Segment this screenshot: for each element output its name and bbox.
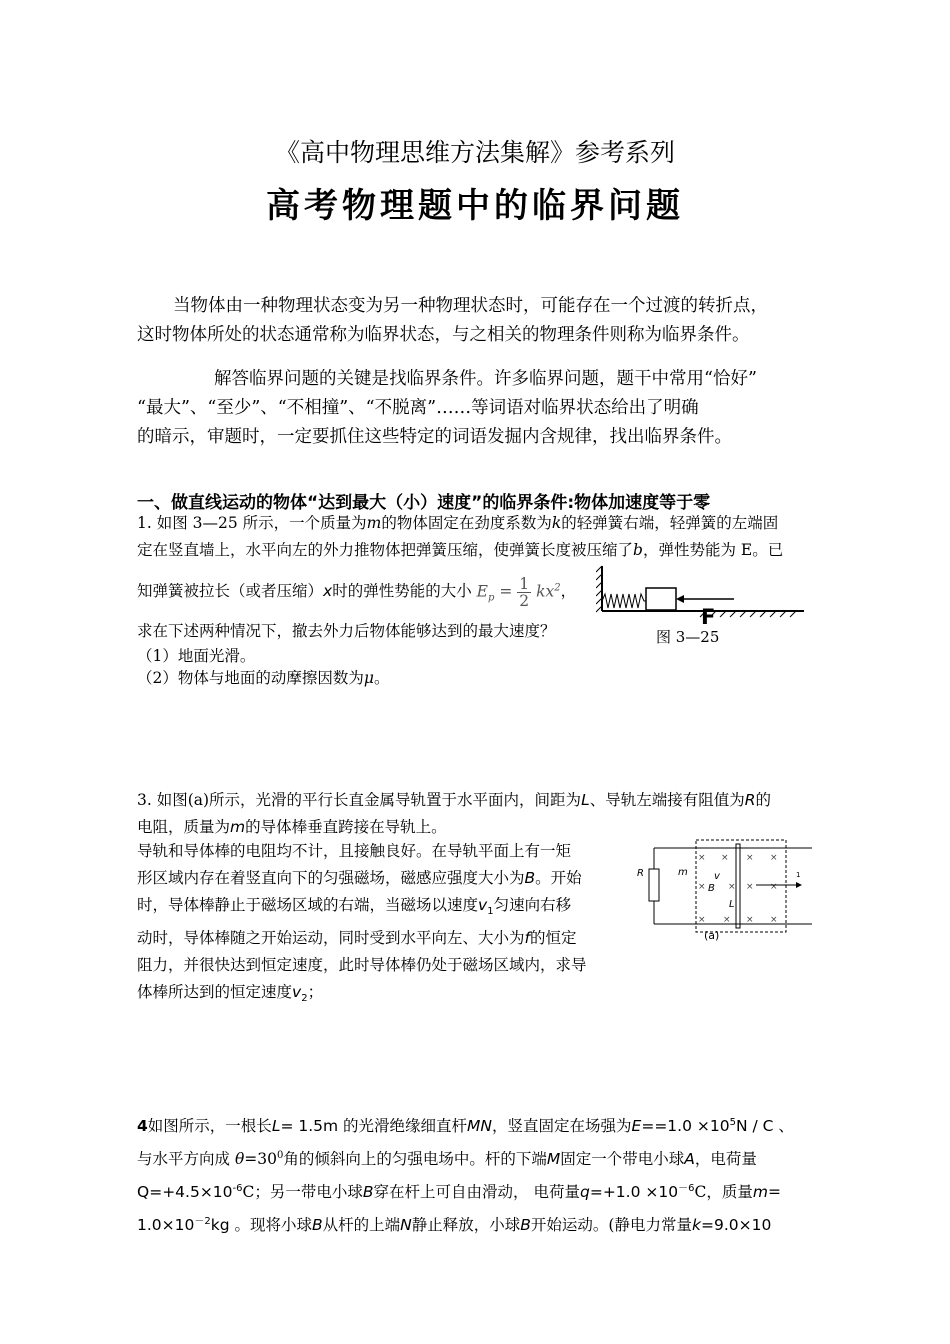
question-line: 求在下述两种情况下，撤去外力后物体能够达到的最大速度？ [137,622,556,640]
text-run: 从杆的上端 [322,1216,401,1235]
superscript: －6 [678,1183,695,1195]
text-run: 角的倾斜向上的匀强电场中。杆的下端 [283,1150,547,1169]
question-3 [137,787,827,841]
symbol-q: q [579,1183,590,1202]
symbol-R: R [744,791,756,809]
svg-text:×: × [721,853,729,863]
text-run: 时，导体棒静止于磁场区域的右端，当磁场以速度 [137,896,479,914]
symbol-N: N [400,1216,412,1235]
symbol-L: L [581,791,590,809]
arrow-head [796,882,802,888]
text-run: 如图所示，一根长 [147,1117,272,1136]
svg-text:×: × [723,915,731,925]
intro-paragraph-1 [137,292,817,350]
fraction-denominator: 2 [519,591,530,610]
question-line [137,979,617,1012]
svg-text:×: × [746,915,754,925]
section-heading: 一、做直线运动的物体“达到最大（小）速度”的临界条件:物体加速度等于零 [137,493,711,513]
arrow-head [676,595,684,603]
superscript: 0 [277,1150,284,1162]
svg-text:×: × [698,915,706,925]
text-run: = [767,1183,781,1202]
text-run: Q=+4.5×10 [137,1183,233,1202]
symbol-m: m [230,818,246,836]
text-run: C，质量 [694,1183,753,1202]
text-run: 的恒定 [529,929,577,948]
formula-fraction [517,576,531,609]
text-run: ，电荷量 [694,1150,757,1169]
text-run: ； [307,983,324,1002]
superscript: 5 [729,1117,736,1128]
text-run: 时的弹性势能的大小 [332,582,472,600]
page-title: 高考物理题中的临界问题 [266,186,684,226]
question-line [137,787,827,814]
text-run: 动时，导体棒随之开始运动，同时受到水平向左、大小为 [137,929,525,948]
fraction-numerator: 1 [519,574,530,593]
text-run: （2）物体与地面的动摩擦因数为 [137,669,364,687]
text-run: 形区域内存在着竖直向下的匀强磁场，磁感应强度大小为 [137,869,525,887]
question-line [137,1207,827,1240]
text-run: 穿在杆上可自由滑动， 电荷量 [373,1183,580,1202]
text-run: 定在竖直墙上，水平向左的外力推物体把弹簧压缩，使弹簧长度被压缩了 [137,541,634,559]
text-line: “最大”、“至少”、“不相撞”、“不脱离”……等词语对临界状态给出了明确 [137,398,699,418]
symbol-m: m [752,1183,768,1202]
subscript: 1 [487,906,494,918]
text-run: 的 [755,791,772,809]
symbol-mu: μ [363,669,374,687]
svg-text:×: × [746,853,754,863]
text-run: =9.0×10 [700,1216,772,1235]
text-run: 知弹簧被拉长（或者压缩） [137,582,324,600]
text-run: 固定一个带电小球 [560,1150,685,1169]
question-line: 导轨和导体棒的电阻均不计，且接触良好。在导轨平面上有一矩 [137,842,572,860]
text-run: ， [560,582,577,600]
question-line [137,1108,827,1141]
block-mass [646,588,676,610]
svg-text:×: × [698,882,706,892]
intro-paragraph-2 [137,365,817,452]
formula-sub: p [487,592,495,604]
question-line [137,510,827,537]
figure-caption: (a) [704,929,720,942]
formula-exp: 2 [554,581,561,593]
svg-text:×: × [770,915,778,925]
resistor [649,869,659,901]
svg-text:×: × [770,882,778,892]
text-run: 的导体棒垂直跨接在导轨上。 [245,818,447,836]
symbol-B: B [312,1216,323,1235]
symbol-k: k [691,1216,701,1235]
text-run: C；另一带电小球 [242,1183,363,1202]
question-number: 4 [137,1117,148,1136]
formula-eq: = [499,582,513,600]
symbol-b: b [633,541,643,559]
symbol-A: A [684,1150,695,1169]
subscript: 2 [301,993,308,1005]
text-line: 当物体由一种物理状态变为另一种物理状态时，可能存在一个过渡的转折点， [173,296,768,316]
question-line: （1）地面光滑。 [137,647,256,665]
symbol-v: v [478,896,488,914]
symbol-v: v [292,983,302,1002]
symbol-m: m [366,514,382,532]
text-run: N / C 、 [735,1117,794,1136]
text-run: 匀速向右移 [493,896,572,914]
label-1: 1 [796,871,801,879]
svg-text:×: × [770,853,778,863]
text-run: ，竖直固定在场强为 [492,1117,632,1136]
question-line [137,537,827,564]
formula-kx: kx [536,582,555,600]
symbol-k: k [551,514,562,532]
text-run: =30 [244,1150,278,1169]
question-line [137,1174,827,1207]
text-run: = 1.5m 的光滑绝缘细直杆 [280,1117,468,1136]
text-run: 静止释放，小球 [411,1216,521,1235]
text-run: 1. 如图 3—25 所示，一个质量为 [137,514,367,532]
symbol-f: f [524,929,530,948]
text-run: 与水平方向成 [137,1150,231,1169]
symbol-B: B [362,1183,374,1202]
text-run: 。 [373,669,390,687]
text-line: 解答临界问题的关键是找临界条件。许多临界问题，题干中常用“恰好” [214,369,757,389]
text-run: 的物体固定在劲度系数为 [381,514,552,532]
conductor-rod [736,844,740,928]
svg-text:×: × [698,853,706,863]
rail-magnetic-figure [634,835,814,943]
text-run: 3. 如图(a)所示，光滑的平行长直金属导轨置于水平面内，间距为 [137,791,582,809]
superscript: -6 [232,1183,243,1195]
label-R: R [637,868,644,879]
symbol-L: L [271,1117,281,1136]
question-line [137,865,617,892]
text-run: 、导轨左端接有阻值为 [589,791,745,809]
text-run: 体棒所达到的恒定速度 [137,983,293,1002]
question-line [137,667,827,689]
text-line: 这时物体所处的状态通常称为临界状态，与之相关的物理条件则称为临界条件。 [137,325,750,345]
question-line: 阻力，并很快达到恒定速度，此时导体棒仍处于磁场区域内，求导 [137,956,587,975]
question-line [137,892,617,925]
symbol-MN: MN [467,1117,493,1136]
svg-text:×: × [746,882,754,892]
symbol-E: E [631,1117,642,1136]
question-line [137,925,617,952]
label-B: B [708,883,715,894]
symbol-x: x [323,582,333,600]
symbol-B: B [520,1216,531,1235]
symbol-B: B [524,869,536,887]
question-3-body [137,838,617,1012]
label-m: m [678,867,688,878]
svg-text:×: × [728,882,736,892]
text-run: 开始运动。(静电力常量 [530,1216,692,1235]
label-v: v [714,871,720,882]
question-line [137,1141,827,1174]
figure-caption: 图 3—25 [656,628,720,646]
text-run: kg 。现将小球 [210,1216,312,1235]
symbol-M: M [546,1150,561,1169]
series-title: 《高中物理思维方法集解》参考系列 [274,138,675,167]
text-run: ==1.0 ×10 [641,1117,730,1136]
spring-coil [602,594,646,608]
text-run: ，弹性势能为 E。已 [642,541,784,559]
text-run: 1.0×10 [137,1216,195,1235]
text-run: 电阻，质量为 [137,818,231,836]
text-run: 。开始 [535,869,582,887]
symbol-theta: θ [234,1150,245,1169]
text-run: 的轻弹簧右端，轻弹簧的左端固 [561,514,779,532]
force-label: F [701,605,716,626]
formula-E: E [476,582,488,600]
text-line: 的暗示，审题时，一定要抓住这些特定的词语发掘内含规律，找出临界条件。 [137,427,732,447]
spring-block-figure [596,564,810,626]
label-L: L [729,899,735,910]
energy-formula [477,576,561,609]
superscript: －2 [194,1216,211,1228]
text-run: =+1.0 ×10 [589,1183,679,1202]
question-4 [137,1108,827,1241]
